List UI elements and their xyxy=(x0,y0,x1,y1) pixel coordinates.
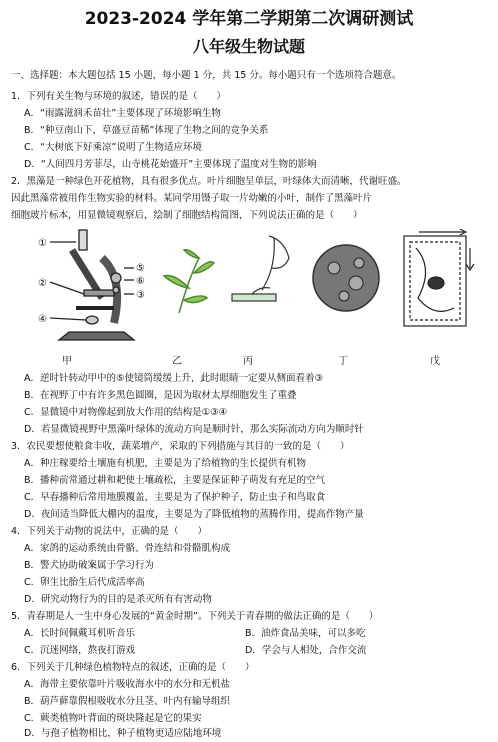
q4-option-d: D．研究动物行为的目的是杀灭所有有害动物 xyxy=(24,594,212,605)
q3-option-a: A．种庄稼要给土壤施有机肥，主要是为了给植物的生长提供有机物 xyxy=(24,458,306,469)
q5-option-a: A．长时间佩戴耳机听音乐 xyxy=(24,628,135,639)
question-6-stem: 6．下列关于几种绿色植物特点的叙述，正确的是（ ） xyxy=(11,662,255,673)
question-5-stem: 5．青春期是人一生中身心发展的“黄金时期”。下列关于青春期的做法正确的是（ ） xyxy=(11,611,379,622)
q5-option-d: D．学会与人相处，合作交流 xyxy=(245,645,367,656)
plant-illustration xyxy=(164,250,214,313)
q1-option-c: C．“大树底下好乘凉”说明了生物适应环境 xyxy=(24,142,202,153)
q2-option-c: C．显微镜中对物像起到放大作用的结构是①③④ xyxy=(24,407,228,418)
q3-option-c: C．早春播种后常用地膜覆盖，主要是为了保护种子，防止虫子和鸟取食 xyxy=(24,492,326,503)
q2-option-d: D．若显微镜视野中黑藻叶绿体的流动方向是顺时针，那么实际流动方向为顺时针 xyxy=(24,424,364,435)
figure-label-bing: 丙 xyxy=(243,356,253,367)
q1-option-d: D．“人间四月芳菲尽，山寺桃花始盛开”主要体现了温度对生物的影响 xyxy=(24,159,317,170)
question-2-figure xyxy=(14,228,484,368)
q6-option-d: D．与孢子植物相比，种子植物更适应陆地环境 xyxy=(24,728,222,739)
q4-option-c: C．卵生比胎生后代成活率高 xyxy=(24,577,145,588)
question-3-stem: 3．农民要想使粮食丰收，蔬菜增产，采取的下列措施与其目的一致的是（ ） xyxy=(11,441,350,452)
q6-option-a: A．海带主要依靠叶片吸收海水中的水分和无机盐 xyxy=(24,679,230,690)
q1-option-a: A．“雨露滋润禾苗壮”主要体现了环境影响生物 xyxy=(24,108,221,119)
microscope-label-6: ⑥ xyxy=(136,276,145,287)
figure-label-ding: 丁 xyxy=(338,356,348,367)
microscope-label-1: ① xyxy=(38,238,47,249)
q2-option-a: A．逆时针转动甲中的⑤使镜筒缓缓上升，此时眼睛一定要从侧面看着③ xyxy=(24,373,324,384)
microscope-label-5: ⑤ xyxy=(136,263,145,274)
q5-option-b: B．油炸食品美味，可以多吃 xyxy=(245,628,366,639)
exam-title: 2023-2024 学年第二学期第二次调研测试 xyxy=(84,9,414,29)
figure-label-yi: 乙 xyxy=(172,356,182,367)
section-heading: 一、选择题：本大题包括 15 小题，每小题 1 分，共 15 分。每小题只有一个选项符合题意。 xyxy=(11,70,402,81)
figure-label-jia: 甲 xyxy=(62,356,72,367)
hand-slide-illustration xyxy=(232,236,289,301)
question-1-stem: 1．下列有关生物与环境的叙述，错误的是（ ） xyxy=(11,91,227,102)
cell-diagram-illustration xyxy=(404,229,474,326)
q6-option-c: C．蕨类植物叶背面的斑块隆起是它的果实 xyxy=(24,713,202,724)
question-2-stem-line-3: 细胞玻片标本，用显微镜观察后，绘制了细胞结构简图，下列说法正确的是（ ） xyxy=(11,210,363,221)
q4-option-a: A．家鸽的运动系统由骨骼、骨连结和骨骼肌构成 xyxy=(24,543,230,554)
microscope-label-3: ③ xyxy=(136,290,145,301)
exam-subtitle: 八年级生物试题 xyxy=(192,37,305,56)
microscope-label-4: ④ xyxy=(38,314,47,325)
question-4-stem: 4．下列关于动物的说法中，正确的是（ ） xyxy=(11,526,208,537)
figure-label-wu: 戊 xyxy=(430,356,440,367)
q1-option-b: B．“种豆南山下，草盛豆苗稀”体现了生物之间的竞争关系 xyxy=(24,125,269,136)
q2-option-b: B．在视野丁中有许多黑色圆圈，是因为取材太厚细胞发生了重叠 xyxy=(24,390,297,401)
q6-option-b: B．葫芦藓靠假根吸收水分且茎、叶内有输导组织 xyxy=(24,696,231,707)
microscope-label-2: ② xyxy=(38,278,47,289)
q3-option-b: B．播种前常通过耕和耙使土壤疏松，主要是保证种子萌发有充足的空气 xyxy=(24,475,326,486)
q4-option-b: B．警犬协助破案属于学习行为 xyxy=(24,560,155,571)
microscope-illustration xyxy=(50,230,134,340)
microscope-view-illustration xyxy=(313,245,379,311)
question-2-stem-line-1: 2．黑藻是一种绿色开花植物，具有很多优点。叶片细胞呈单层，叶绿体大而清晰，代谢旺盛。 xyxy=(11,176,407,187)
question-2-stem-line-2: 因此黑藻常被用作生物实验的材料。某同学用镊子取一片幼嫩的小叶，制作了黑藻叶片 xyxy=(11,193,373,204)
q5-option-c: C．沉迷网络，熬夜打游戏 xyxy=(24,645,136,656)
q3-option-d: D．夜间适当降低大棚内的温度，主要是为了降低植物的蒸腾作用，提高作物产量 xyxy=(24,509,364,520)
